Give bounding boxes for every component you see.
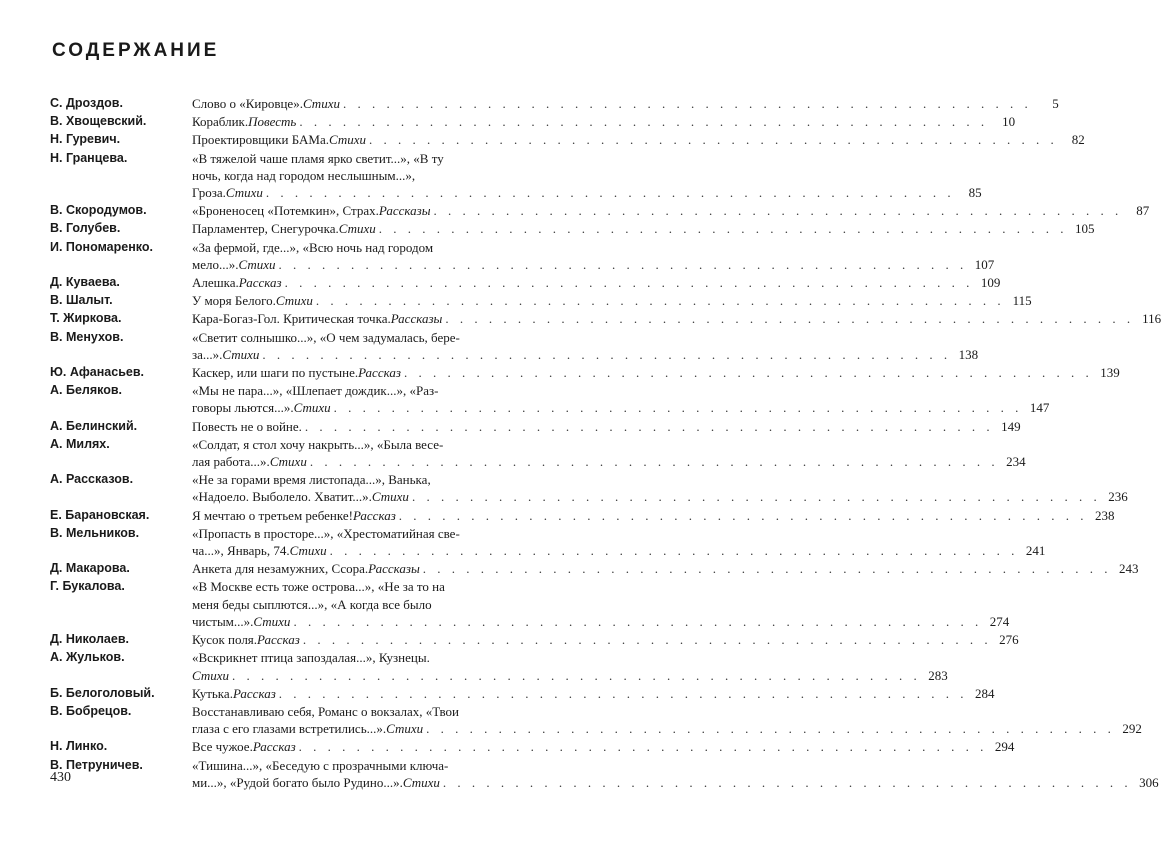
dot-leader <box>299 113 988 130</box>
toc-author: И. Пономаренко. <box>50 239 153 254</box>
toc-title-line: Гроза. <box>192 185 226 201</box>
toc-work <box>192 578 1009 630</box>
dot-leader <box>443 774 1132 791</box>
toc-page-number: 306 <box>1139 774 1159 790</box>
toc-work <box>192 329 978 363</box>
toc-author: Д. Куваева. <box>50 275 120 290</box>
toc-work <box>192 436 1026 470</box>
toc-genre: Стихи <box>269 454 307 470</box>
toc-author: В. Шалыт. <box>50 293 113 308</box>
toc-page-number: 138 <box>958 346 979 362</box>
toc-page-number: 107 <box>974 256 995 272</box>
toc-entry <box>50 310 1161 327</box>
toc-author: В. Менухов. <box>50 329 124 344</box>
toc-entry <box>50 703 1142 737</box>
toc-work <box>192 220 1095 237</box>
toc-entry <box>50 471 1128 505</box>
toc-title-line: глаза с его глазами встретились...». <box>192 721 387 737</box>
dot-leader <box>343 95 1032 112</box>
toc-genre: Стихи <box>275 293 313 309</box>
toc-page-number: 276 <box>999 632 1019 648</box>
toc-page-number: 292 <box>1122 721 1142 737</box>
toc-entry <box>50 631 1019 648</box>
toc-entry <box>50 292 1032 309</box>
toc-page-number: 115 <box>1012 293 1032 309</box>
toc-page-number: 87 <box>1136 203 1150 219</box>
dot-leader <box>404 364 1093 381</box>
table-of-contents <box>50 95 1161 792</box>
toc-title-line: ми...», «Рудой богато было Рудино...». <box>192 774 403 790</box>
toc-title-line: «Тишина...», «Беседую с прозрачными ключа- <box>192 757 449 773</box>
toc-author: В. Бобрецов. <box>50 703 132 718</box>
dot-leader <box>232 667 921 684</box>
toc-work <box>192 738 1014 755</box>
toc-title-line: Кутька. <box>192 685 233 701</box>
toc-title-line: ча...», Январь, 74. <box>192 543 290 559</box>
toc-title-line: чистым...». <box>192 613 254 629</box>
toc-work <box>192 310 1161 327</box>
toc-genre: Стихи <box>222 346 260 362</box>
toc-title-line: Кораблик. <box>192 114 249 130</box>
toc-work <box>192 95 1059 112</box>
toc-entry <box>50 418 1021 435</box>
toc-author: Т. Жиркова. <box>50 311 122 326</box>
dot-leader <box>285 274 974 291</box>
toc-author: Е. Барановская. <box>50 507 150 522</box>
dot-leader <box>310 453 999 470</box>
toc-entry <box>50 578 1010 630</box>
toc-title-line: за...». <box>192 346 223 362</box>
toc-page-number: 236 <box>1108 489 1128 505</box>
toc-page-number: 149 <box>1001 418 1021 434</box>
toc-author: Г. Букалова. <box>50 579 125 594</box>
toc-work <box>192 274 1000 291</box>
toc-author: В. Мельников. <box>50 525 140 540</box>
toc-title-line: ночь, когда над городом неслышным...», <box>192 167 416 183</box>
toc-genre: Рассказ <box>352 507 396 523</box>
toc-page-number: 5 <box>1052 96 1059 111</box>
toc-title-line: «Мы не пара...», «Шлепает дождик...», «Раз- <box>192 383 439 399</box>
toc-entry <box>50 220 1095 237</box>
toc-page-number: 284 <box>975 685 995 701</box>
toc-title-line: У моря Белого. <box>192 293 276 309</box>
toc-page-number: 82 <box>1071 132 1085 148</box>
toc-genre: Рассказ <box>252 739 296 755</box>
toc-page-number: 241 <box>1025 543 1046 559</box>
toc-entry <box>50 150 982 202</box>
toc-work <box>192 364 1120 381</box>
toc-work <box>192 507 1115 524</box>
toc-title-line: мело...». <box>192 256 239 272</box>
toc-genre: Стихи <box>225 185 263 201</box>
toc-genre: Стихи <box>302 96 340 111</box>
toc-page-number: 234 <box>1006 454 1026 470</box>
toc-genre: Рассказы <box>368 561 420 577</box>
toc-work <box>192 757 1159 791</box>
toc-entry <box>50 685 995 702</box>
toc-title-line: «Вскрикнет птица запоздалая...», Кузнецы. <box>192 650 430 666</box>
toc-title-line: «За фермой, где...», «Всю ночь над городом <box>192 239 434 255</box>
toc-work <box>192 631 1019 648</box>
toc-title-line: Я мечтаю о третьем ребенке! <box>192 507 353 523</box>
toc-work <box>192 382 1049 416</box>
dot-leader <box>266 184 955 201</box>
toc-genre: Рассказ <box>232 685 276 701</box>
toc-page-number: 283 <box>928 667 948 683</box>
toc-genre: Стихи <box>192 667 230 683</box>
toc-entry <box>50 436 1026 470</box>
toc-title-line: «В тяжелой чаше пламя ярко светит...», «В ту <box>192 150 444 166</box>
toc-author: В. Голубев. <box>50 221 121 236</box>
toc-title-line: Кара-Богаз-Гол. Критическая точка. <box>192 311 391 327</box>
toc-title-line: «Надоело. Выболело. Хватит...». <box>192 489 372 505</box>
toc-title-line: Слово о «Кировце». <box>192 96 303 111</box>
toc-author: Ю. Афанасьев. <box>50 365 145 380</box>
toc-title-line: Анкета для незамужних, Ссора. <box>192 561 369 577</box>
toc-title-line: Проектировщики БАМа. <box>192 132 329 148</box>
toc-genre: Стихи <box>338 221 376 237</box>
dot-leader <box>262 346 951 363</box>
dot-leader <box>423 560 1112 577</box>
toc-work <box>192 418 1021 435</box>
dot-leader <box>369 131 1058 148</box>
toc-page-number: 243 <box>1119 561 1139 577</box>
toc-genre: Повесть <box>248 114 297 130</box>
toc-work <box>192 239 994 273</box>
toc-work <box>192 113 1015 130</box>
toc-entry <box>50 274 1001 291</box>
toc-author: А. Белинский. <box>50 418 138 433</box>
toc-genre: Стихи <box>371 489 409 505</box>
dot-leader <box>305 418 994 435</box>
page-title: СОДЕРЖАНИЕ <box>52 40 220 61</box>
toc-entry <box>50 202 1150 219</box>
toc-genre: Стихи <box>253 613 291 629</box>
toc-title-line: Алешка. <box>192 275 239 291</box>
toc-page-number: 147 <box>1029 400 1050 416</box>
toc-page-number: 238 <box>1095 507 1115 523</box>
toc-title-line: «Броненосец «Потемкин», Страх. <box>192 203 379 219</box>
toc-genre: Рассказ <box>257 632 300 648</box>
toc-title-line: «Пропасть в просторе...», «Хрестоматийная све- <box>192 525 460 541</box>
toc-entry <box>50 649 948 683</box>
dot-leader <box>293 613 982 630</box>
toc-page-number: 274 <box>989 613 1010 629</box>
toc-title-line: «Не за горами время листопада...», Ванька, <box>192 472 431 488</box>
dot-leader <box>299 738 988 755</box>
toc-title-line: Восстанавливаю себя, Романс о вокзалах, «Твои <box>192 703 460 719</box>
toc-author: Б. Белоголовый. <box>50 685 155 700</box>
dot-leader <box>399 507 1088 524</box>
toc-page-number: 105 <box>1075 221 1095 237</box>
toc-work <box>192 471 1128 505</box>
toc-author: Н. Гуревич. <box>50 132 121 147</box>
toc-entry <box>50 364 1120 381</box>
dot-leader <box>279 685 968 702</box>
toc-genre: Стихи <box>386 721 424 737</box>
toc-author: С. Дроздов. <box>50 96 123 110</box>
toc-author: Д. Макарова. <box>50 561 130 576</box>
toc-genre: Стихи <box>289 543 327 559</box>
dot-leader <box>445 310 1134 327</box>
toc-entry <box>50 95 1059 112</box>
dot-leader <box>379 220 1068 237</box>
toc-author: А. Беляков. <box>50 383 123 398</box>
toc-title-line: Каскер, или шаги по пустыне. <box>192 365 359 381</box>
toc-title-line: «Солдат, я стол хочу накрыть...», «Была весе- <box>192 436 444 452</box>
toc-author: В. Петруничев. <box>50 757 143 772</box>
dot-leader <box>434 202 1123 219</box>
toc-entry <box>50 525 1046 559</box>
toc-author: Н. Линко. <box>50 739 108 754</box>
toc-title-line: «В Москве есть тоже острова...», «Не за то на <box>192 579 445 595</box>
dot-leader <box>303 631 992 648</box>
dot-leader <box>426 720 1115 737</box>
toc-genre: Рассказы <box>378 203 431 219</box>
toc-title-line: Все чужое. <box>192 739 253 755</box>
toc-genre: Стихи <box>293 400 331 416</box>
toc-entry <box>50 507 1115 524</box>
toc-author: В. Хвощевский. <box>50 114 147 129</box>
toc-page-number: 116 <box>1142 311 1161 327</box>
toc-entry <box>50 757 1159 791</box>
dot-leader <box>412 488 1101 505</box>
toc-work <box>192 525 1045 559</box>
toc-author: Д. Николаев. <box>50 632 129 647</box>
toc-title-line: меня беды сыплются...», «А когда все было <box>192 596 432 612</box>
toc-title-line: Кусок поля. <box>192 632 258 648</box>
toc-work <box>192 685 995 702</box>
toc-entry <box>50 131 1085 148</box>
toc-genre: Рассказ <box>238 275 282 291</box>
toc-author: А. Милях. <box>50 436 110 451</box>
toc-entry <box>50 382 1050 416</box>
toc-genre: Рассказ <box>358 365 401 381</box>
dot-leader <box>334 399 1023 416</box>
toc-entry <box>50 113 1016 130</box>
dot-leader <box>330 542 1019 559</box>
toc-work <box>192 202 1149 219</box>
toc-page-number: 10 <box>1002 114 1016 130</box>
toc-work <box>192 131 1085 148</box>
toc-entry <box>50 329 979 363</box>
toc-author: В. Скородумов. <box>50 203 147 218</box>
toc-page-number: 85 <box>968 185 982 201</box>
toc-work <box>192 292 1032 309</box>
toc-work <box>192 560 1139 577</box>
toc-genre: Рассказы <box>390 311 443 327</box>
toc-genre: Стихи <box>329 132 367 148</box>
page-number: 430 <box>50 770 71 785</box>
toc-page-number: 109 <box>980 275 1001 291</box>
toc-title-line: Парламентер, Снегурочка. <box>192 221 339 237</box>
dot-leader <box>316 292 1005 309</box>
toc-author: А. Жульков. <box>50 650 125 665</box>
toc-title-line: «Светит солнышко...», «О чем задумалась, бере- <box>192 329 460 345</box>
toc-author: А. Рассказов. <box>50 472 134 487</box>
toc-title-line: лая работа...». <box>192 454 270 470</box>
toc-genre: Стихи <box>238 256 276 272</box>
toc-work <box>192 150 982 202</box>
toc-page-number: 294 <box>994 739 1015 755</box>
toc-entry <box>50 738 1015 755</box>
toc-title-line: говоры льются...». <box>192 400 294 416</box>
toc-entry <box>50 239 995 273</box>
toc-author: Н. Гранцева. <box>50 150 128 165</box>
toc-page-number: 139 <box>1100 365 1120 381</box>
dot-leader <box>279 256 968 273</box>
toc-title-line: Повесть не о войне. <box>192 418 302 434</box>
toc-work <box>192 703 1142 737</box>
toc-entry <box>50 560 1139 577</box>
toc-work <box>192 649 948 683</box>
toc-genre: Стихи <box>402 774 440 790</box>
